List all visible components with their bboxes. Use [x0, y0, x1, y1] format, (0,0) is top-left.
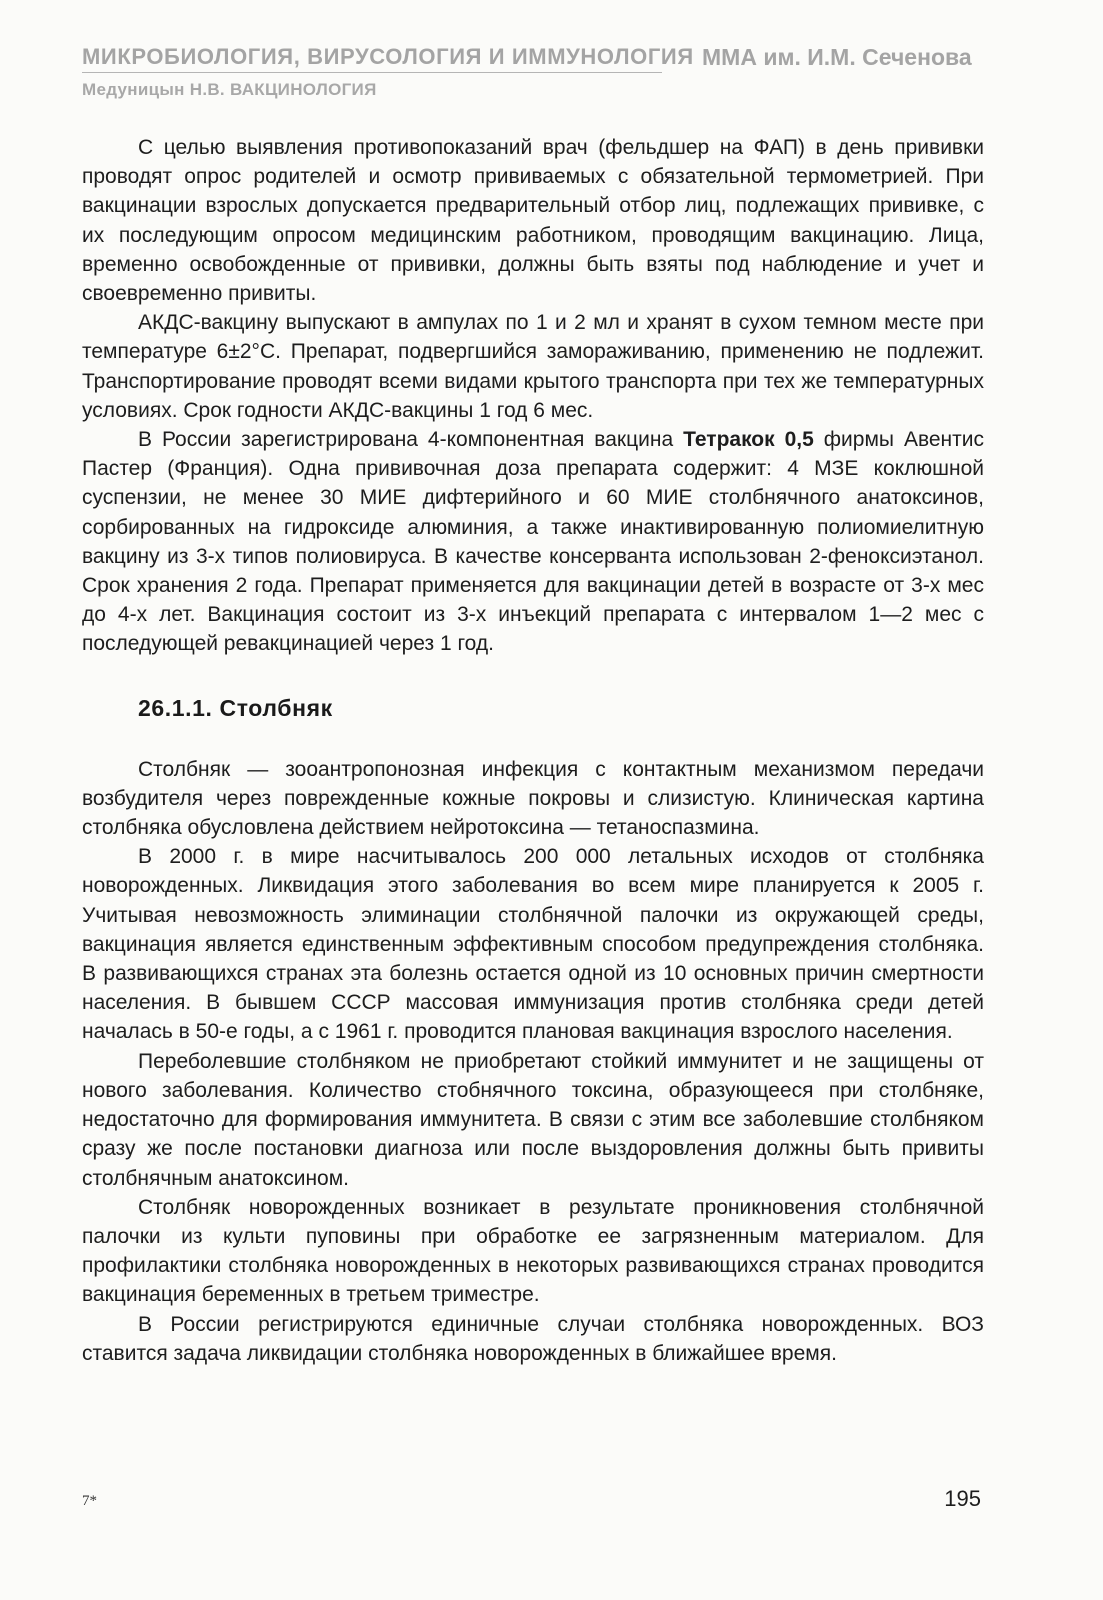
paragraph-akds-storage: АКДС-вакцину выпускают в ампулах по 1 и 2 мл и хранят в сухом темном месте при температуре 6±2°С. Препарат, подвергшийся замораживанию, применению не подлежит. Транспортирование проводят всеми видами крытого транспорта при тех же температурных условиях. Срок годности АКДС-вакцины 1 год 6 мес. — [82, 311, 984, 422]
paragraph-contraindications: С целью выявления противопоказаний врач (фельдшер на ФАП) в день прививки проводят опрос родителей и осмотр прививаемых с обязательной термометрией. При вакцинации взрослых допускается предварительный отбор лиц, подлежащих прививке, с их последующим опросом медицинским работником, проводящим вакцинацию. Лица, временно освобожденные от прививки, должны быть взяты под наблюдение и учет и своевременно привиты. — [82, 136, 984, 306]
paragraph-tetrakok-rest: фирмы Авентис Пастер (Франция). Одна прививочная доза препарата содержит: 4 МЗЕ коклюшной суспензии, не менее 30 МИЕ дифтерийного и 60 МИЕ столбнячного анатоксинов, сорбированных на гидроксиде алюминия, а также инактивированную полиомиелитную вакцину из 3-х типов полиовируса. В качестве консерванта использован 2-феноксиэтанол. Срок хранения 2 года. Препарат применяется для вакцинации детей в возрасте от 3-х мес до 4-х лет. Вакцинация состоит из 3-х инъекций препарата с интервалом 1—2 мес с последующей ревакцинацией через 1 год. — [82, 428, 984, 656]
paragraph-neonatal-tetanus: Столбняк новорожденных возникает в результате проникновения столбнячной палочки из культи пуповины при обработке ее загрязненным материалом. Для профилактики столбняка новорожденных в некоторых развивающихся странах проводится вакцинация беременных в третьем триместре. — [82, 1195, 984, 1307]
signature-mark: 7* — [82, 1493, 97, 1509]
paragraph-tetanus-definition: Столбняк — зооантропонозная инфекция с контактным механизмом передачи возбудителя через поврежденные кожные покровы и слизистую. Клиническая картина столбняка обусловлена действием нейротоксина — тетаноспазмина. — [82, 757, 984, 840]
page-number: 195 — [944, 1486, 981, 1511]
vaccine-name-bold: Тетракок 0,5 — [683, 428, 814, 452]
section-heading: 26.1.1. Столбняк — [138, 694, 333, 721]
paragraph-russia-cases: В России регистрируются единичные случаи столбняка новорожденных. ВОЗ ставится задача ликвидации столбняка новорожденных в ближайшее время. — [82, 1312, 984, 1365]
paragraph-tetanus-immunity: Переболевшие столбняком не приобретают стойкий иммунитет и не защищены от нового заболевания. Количество стобнячного токсина, образующееся при столбняке, недостаточно для формирования иммунитета. В связи с этим все заболевшие столбняком сразу же после постановки диагноза или после выздоровления должны быть привиты столбнячным анатоксином. — [82, 1049, 984, 1190]
header-rule — [82, 72, 662, 73]
paragraph-tetrakok — [82, 425, 984, 659]
paragraph-tetrakok-lead: В России зарегистрирована 4-компонентная вакцина — [138, 428, 684, 452]
paragraph-tetanus-statistics: В 2000 г. в мире насчитывалось 200 000 летальных исходов от столбняка новорожденных. Ликвидация этого заболевания во всем мире планируется к 2005 г. Учитывая невозможность элиминации столбнячной палочки из окружающей среды, вакцинация является единственным эффективным способом предупреждения столбняка. В развивающихся странах эта болезнь остается одной из 10 основных причин смертности населения. В бывшем СССР массовая иммунизация против столбняка среди детей началась в 50-е годы, а с 1961 г. проводится плановая вакцинация взрослого населения. — [82, 845, 984, 1044]
header-subject-title: МИКРОБИОЛОГИЯ, ВИРУСОЛОГИЯ И ИММУНОЛОГИЯ — [82, 44, 694, 69]
header-institution: ММА им. И.М. Сеченова — [702, 44, 972, 70]
body-text — [82, 133, 984, 1368]
header-book-title: Медуницын Н.В. ВАКЦИНОЛОГИЯ — [82, 80, 377, 99]
